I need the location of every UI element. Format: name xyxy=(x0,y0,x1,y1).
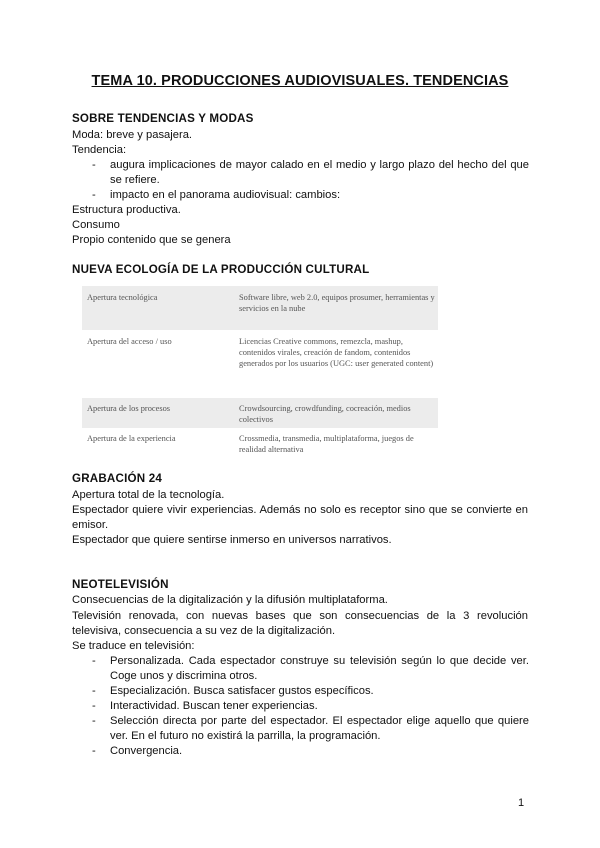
table-cell-value: Licencias Creative commons, remezcla, mashup, contenidos virales, creación de fandom, contenidos generados por los usuarios (UGC: user generated content) xyxy=(239,337,434,368)
bullet-dash: - xyxy=(92,700,96,712)
paragraph-inmerso: Espectador que quiere sentirse inmerso en universos narrativos. xyxy=(72,534,392,546)
list-item-text: Selección directa por parte del espectador. El espectador elige aquello que quiere ver. En el futuro no existirá la parrilla, la programación. xyxy=(110,715,529,742)
paragraph-apertura: Apertura total de la tecnología. xyxy=(72,489,225,501)
list-item-text: Interactividad. Buscan tener experiencias. xyxy=(110,700,318,712)
bullet-dash: - xyxy=(92,159,96,171)
table-row xyxy=(82,286,438,330)
page-title: TEMA 10. PRODUCCIONES AUDIOVISUALES. TENDENCIAS xyxy=(91,73,509,89)
bullet-dash: - xyxy=(92,685,96,697)
table-cell-label: Apertura tecnológica xyxy=(87,293,158,302)
table-cell-label: Apertura del acceso / uso xyxy=(87,337,172,346)
paragraph-moda: Moda: breve y pasajera. xyxy=(72,129,193,141)
table-cell-value: Software libre, web 2.0, equipos prosumer, herramientas y servicios en la nube xyxy=(239,293,435,313)
table-cell-value: Crowdsourcing, crowdfunding, cocreación, medios colectivos xyxy=(239,404,411,424)
paragraph-traduce: Se traduce en televisión: xyxy=(72,640,195,652)
table-cell-value: Crossmedia, transmedia, multiplataforma, juegos de realidad alternativa xyxy=(239,434,414,454)
heading-neotelevision: NEOTELEVISIÓN xyxy=(72,578,169,591)
table-row xyxy=(82,398,438,428)
table-row xyxy=(82,330,438,398)
line-consumo: Consumo xyxy=(72,219,120,231)
bullet-dash: - xyxy=(92,189,96,201)
table-row xyxy=(82,428,438,458)
page-number: 1 xyxy=(518,797,525,809)
paragraph-renovada: Televisión renovada, con nuevas bases que son consecuencias de la 3 revolución televisiva, consecuencia a su vez de la digitalización. xyxy=(72,610,528,637)
heading-nueva-ecologia: NUEVA ECOLOGÍA DE LA PRODUCCIÓN CULTURAL xyxy=(72,263,370,276)
bullet-dash: - xyxy=(92,745,96,757)
bullet-dash: - xyxy=(92,715,96,727)
paragraph-espectador: Espectador quiere vivir experiencias. Además no solo es receptor sino que se convierte en emisor. xyxy=(72,504,528,531)
list-item-text: impacto en el panorama audiovisual: cambios: xyxy=(110,189,341,201)
line-estructura: Estructura productiva. xyxy=(72,204,181,216)
list-item-text: Especialización. Busca satisfacer gustos específicos. xyxy=(110,685,374,697)
list-item-text: augura implicaciones de mayor calado en el medio y largo plazo del hecho del que se refiere. xyxy=(110,159,529,186)
heading-grabacion: GRABACIÓN 24 xyxy=(72,472,163,485)
paragraph-consecuencias: Consecuencias de la digitalización y la difusión multiplataforma. xyxy=(72,594,388,606)
table-cell-label: Apertura de la experiencia xyxy=(87,434,176,443)
table-cell-label: Apertura de los procesos xyxy=(87,404,171,413)
heading-tendencias-modas: SOBRE TENDENCIAS Y MODAS xyxy=(72,112,254,125)
line-contenido: Propio contenido que se genera xyxy=(72,234,231,246)
list-item-text: Convergencia. xyxy=(110,745,183,757)
list-item-text: Personalizada. Cada espectador construye su televisión según lo que decide ver. Coge unos y discrimina otros. xyxy=(110,655,529,682)
paragraph-tendencia: Tendencia: xyxy=(72,144,127,156)
bullet-dash: - xyxy=(92,655,96,667)
